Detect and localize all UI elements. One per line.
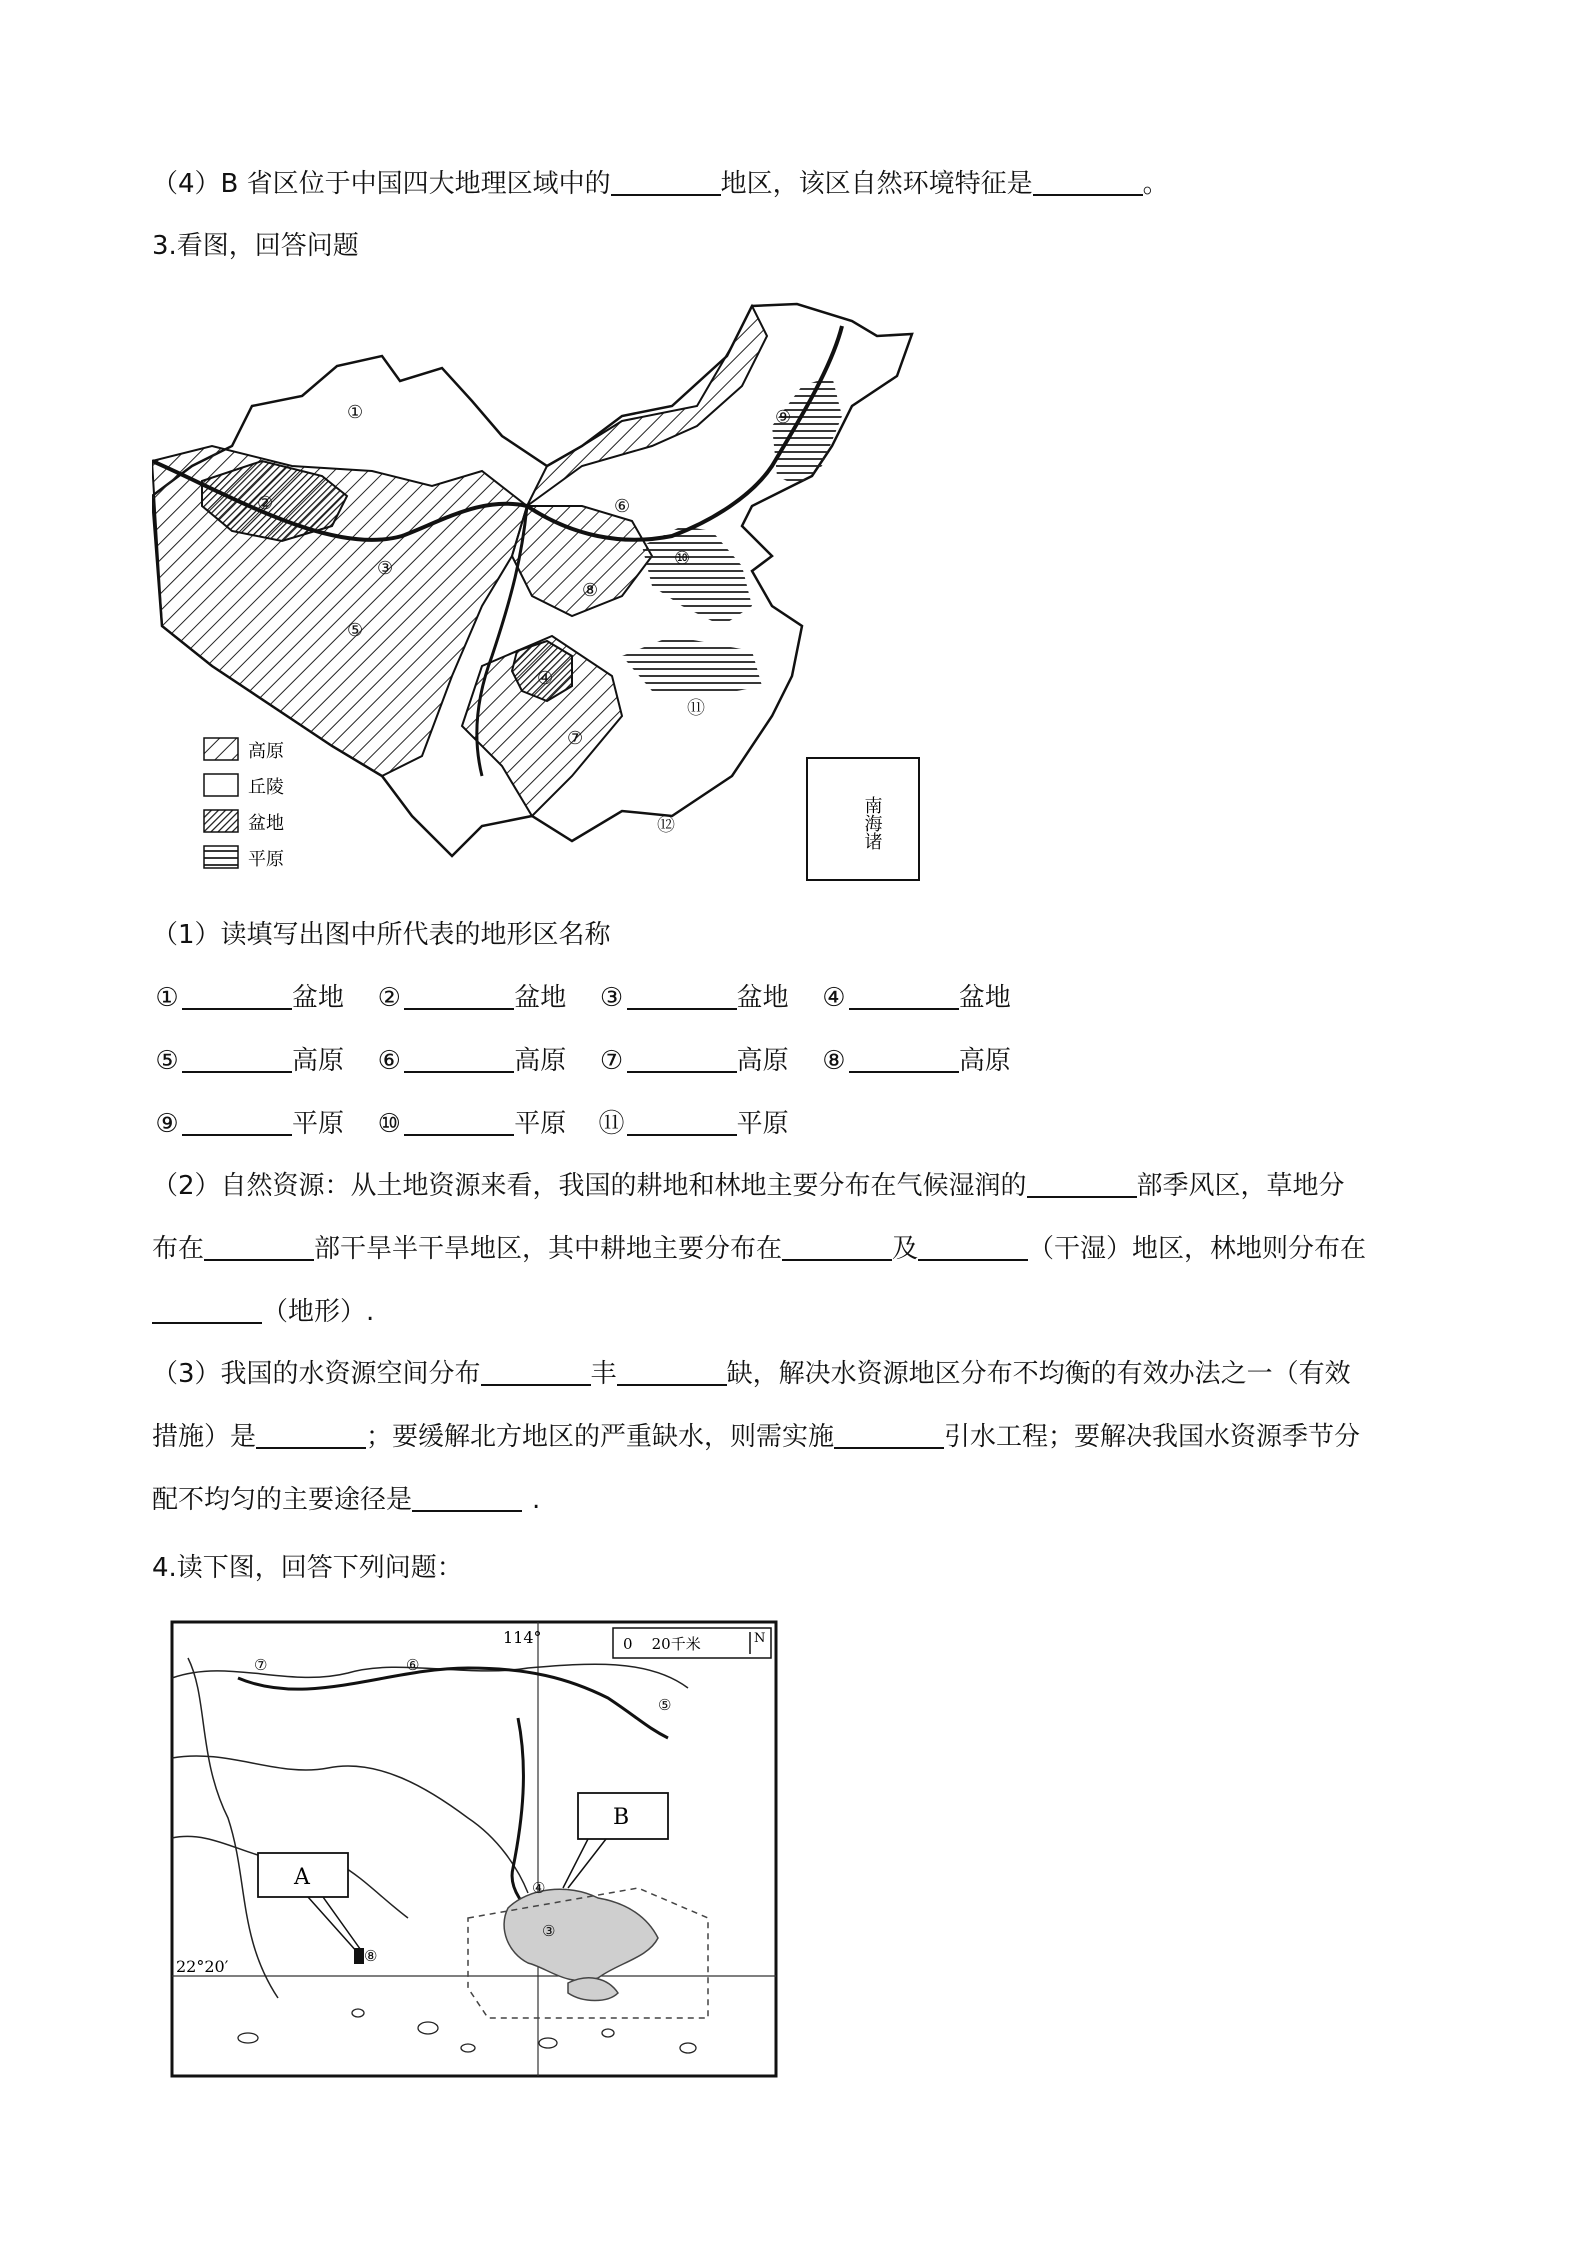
marker-9: ⑨ [775,407,792,428]
suffix-2: 盆地 [514,983,567,1013]
fill-blank-11[interactable] [627,1108,737,1136]
marker-10: ⑩ [674,548,691,569]
q3-sub1-stem: （1）读填写出图中所代表的地形区名称 [152,920,611,950]
legend-plateau: 高原 [248,741,284,762]
q3-sub2-line1 [152,1168,1345,1204]
callout-a-label: A [294,1865,310,1890]
north-label: N [754,1631,766,1646]
num-11: ⑪ [598,1109,625,1139]
num-2: ② [377,983,401,1013]
q3-sub2-a: （2）自然资源：从土地资源来看，我国的耕地和林地主要分布在气候湿润的 [152,1171,1027,1201]
fill-blank-5[interactable] [182,1045,292,1073]
q3-sub2-g: （地形）. [262,1297,375,1327]
delta-marker-8: ⑧ [364,1947,378,1965]
q3-sub1-row1 [152,980,1033,1016]
num-10: ⑩ [377,1109,401,1139]
q3-sub2-f: （干湿）地区，林地则分布在 [1028,1234,1367,1264]
q3-sub2-e: 及 [892,1234,919,1264]
q3-sub3-blank-5[interactable] [412,1484,522,1512]
q3-sub3-blank-4[interactable] [834,1421,944,1449]
q3-sub2-blank-1[interactable] [1027,1170,1137,1198]
suffix-10: 平原 [514,1109,567,1139]
q3-sub2-line2 [152,1231,1366,1267]
legend-basin: 盆地 [248,813,284,834]
q3-sub2-blank-5[interactable] [152,1296,262,1324]
fill-blank-2[interactable] [404,982,514,1010]
delta-map-svg [168,1618,780,2080]
q3-sub2-b: 部季风区，草地分 [1136,1171,1345,1201]
q3-sub3-f: 引水工程；要解决我国水资源季节分 [944,1422,1361,1452]
suffix-9: 平原 [292,1109,345,1139]
q2-sub4-prefix: （4）B 省区位于中国四大地理区域中的 [152,169,611,199]
q2-sub4-mid: 地区，该区自然环境特征是 [720,169,1033,199]
suffix-1: 盆地 [292,983,345,1013]
delta-marker-4: ④ [532,1879,546,1897]
marker-8: ⑧ [582,580,599,601]
fill-blank-1[interactable] [182,982,292,1010]
marker-1: ① [347,402,364,423]
q3-sub2-blank-2[interactable] [204,1233,314,1261]
num-3: ③ [599,983,624,1013]
marker-11: ⑪ [687,698,705,719]
fill-cell-1 [152,980,344,1016]
delta-marker-5: ⑤ [658,1696,672,1714]
num-7: ⑦ [599,1046,624,1076]
num-1: ① [155,983,179,1013]
q3-sub1-row3 [152,1106,811,1142]
scale-label: 0 20千米 [623,1635,701,1653]
num-6: ⑥ [377,1046,401,1076]
marker-6: ⑥ [614,496,631,517]
suffix-8: 高原 [958,1046,1011,1076]
fill-cell-4 [819,980,1011,1016]
q3-sub3-c: 缺，解决水资源地区分布不均衡的有效办法之一（有效 [726,1359,1351,1389]
q3-sub3-e: ；要缓解北方地区的严重缺水，则需实施 [366,1422,835,1452]
lat-label: 22°20′ [176,1957,229,1976]
q2-sub4-line [152,166,1169,202]
q3-sub3-a: （3）我国的水资源空间分布 [152,1359,481,1389]
delta-marker-3: ③ [542,1922,556,1940]
marker-2: ② [257,493,274,514]
q3-sub3-h: . [532,1485,541,1515]
map-legend [204,738,284,870]
legend-plain: 平原 [248,849,284,870]
q3-sub3-blank-2[interactable] [617,1358,727,1386]
num-9: ⑨ [155,1109,179,1139]
fill-cell-10 [374,1106,566,1142]
q2-sub4-end: 。 [1142,169,1169,199]
delta-marker-7: ⑦ [254,1656,268,1674]
suffix-5: 高原 [292,1046,345,1076]
china-terrain-map [152,296,924,884]
callout-b-label: B [613,1805,630,1830]
legend-hills: 丘陵 [248,777,284,798]
suffix-4: 盆地 [958,983,1011,1013]
q3-sub3-g: 配不均匀的主要途径是 [152,1485,413,1515]
fill-cell-11 [597,1106,789,1142]
q2-sub4-blank-2[interactable] [1033,168,1143,196]
delta-marker-6: ⑥ [406,1656,420,1674]
marker-5: ⑤ [347,620,364,641]
fill-blank-8[interactable] [849,1045,959,1073]
marker-12: ⑫ [657,815,675,836]
q3-sub3-line2 [152,1419,1360,1455]
marker-4: ④ [537,668,554,689]
suffix-11: 平原 [736,1109,789,1139]
fill-blank-7[interactable] [627,1045,737,1073]
q3-sub2-blank-4[interactable] [918,1233,1028,1261]
marker-3: ③ [377,558,394,579]
inset-label: 南海诸 [861,796,883,850]
q2-sub4-blank-1[interactable] [611,168,721,196]
fill-cell-9 [152,1106,344,1142]
num-4: ④ [822,983,846,1013]
q3-sub3-b: 丰 [590,1359,617,1389]
china-terrain-map-svg [152,296,924,884]
q3-sub3-blank-1[interactable] [481,1358,591,1386]
fill-blank-6[interactable] [404,1045,514,1073]
fill-blank-10[interactable] [404,1108,514,1136]
fill-cell-8 [819,1043,1011,1079]
q3-sub2-d: 部干旱半干旱地区，其中耕地主要分布在 [314,1234,783,1264]
fill-cell-5 [152,1043,344,1079]
south-sea-inset [807,758,919,880]
lon-label: 114° [503,1628,542,1647]
num-5: ⑤ [155,1046,179,1076]
q3-sub2-blank-3[interactable] [782,1233,892,1261]
q3-sub1-row2 [152,1043,1033,1079]
q3-sub3-blank-3[interactable] [256,1421,366,1449]
q3-sub2-line3 [152,1294,374,1330]
fill-cell-6 [374,1043,566,1079]
fill-cell-3 [597,980,789,1016]
q3-sub3-line1 [152,1356,1351,1392]
marker-7: ⑦ [567,728,584,749]
fill-cell-7 [597,1043,789,1079]
q3-sub3-d: 措施）是 [152,1422,257,1452]
fill-cell-2 [374,980,566,1016]
delta-map [168,1618,780,2080]
q3-title: 3.看图，回答问题 [152,231,359,261]
q3-sub2-c: 布在 [152,1234,205,1264]
fill-blank-4[interactable] [849,982,959,1010]
fill-blank-9[interactable] [182,1108,292,1136]
suffix-7: 高原 [736,1046,789,1076]
scale-bar [613,1628,771,1658]
suffix-6: 高原 [514,1046,567,1076]
q4-title: 4.读下图，回答下列问题： [152,1553,463,1583]
q3-sub3-line3 [152,1482,540,1518]
num-8: ⑧ [822,1046,846,1076]
suffix-3: 盆地 [736,983,789,1013]
fill-blank-3[interactable] [627,982,737,1010]
